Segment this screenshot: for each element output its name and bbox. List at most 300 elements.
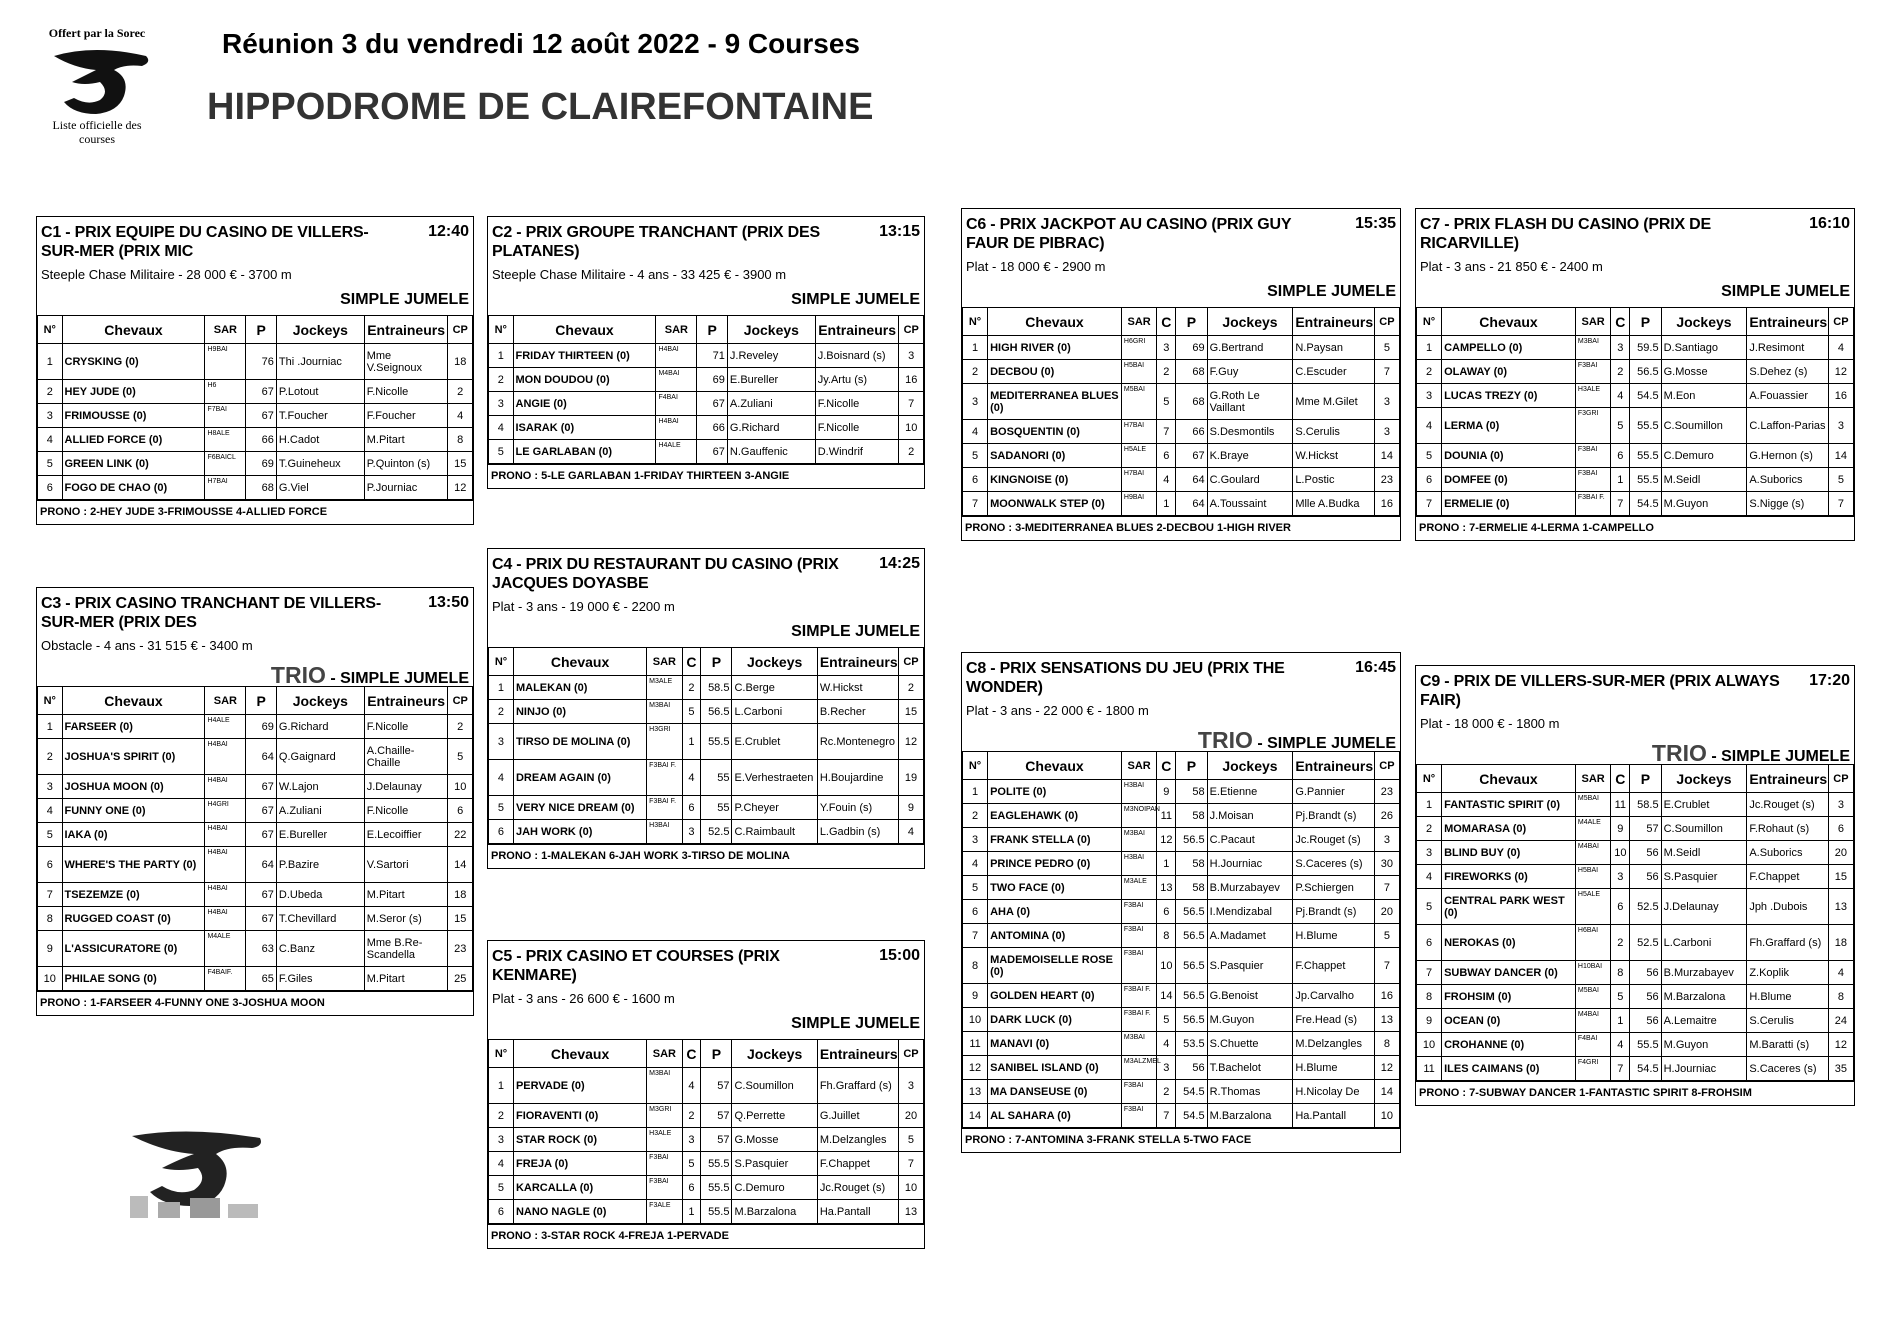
jockey-name: E.Crublet <box>1661 793 1747 817</box>
table-row <box>1417 384 1854 408</box>
stall-number: 5 <box>682 700 701 724</box>
column-header-jockey: Jockeys <box>1661 308 1747 336</box>
trainer-name: H.Blume <box>1293 1056 1375 1080</box>
weight: 64 <box>1176 468 1207 492</box>
weight: 63 <box>246 931 277 967</box>
horse-sar: H3ALE <box>1575 384 1611 408</box>
horse-logo-icon <box>128 1128 264 1230</box>
odds: 4 <box>1828 961 1853 985</box>
weight: 58 <box>1176 780 1207 804</box>
table-header-row <box>963 308 1400 336</box>
horse-sar: H9BAI <box>205 344 246 380</box>
race-header <box>1416 666 1854 710</box>
odds: 23 <box>1374 780 1399 804</box>
jockey-name: B.Murzabayev <box>1661 961 1747 985</box>
stall-number: 3 <box>1611 336 1630 360</box>
table-row <box>38 715 473 739</box>
horse-sar: F3BAI F. <box>1575 492 1611 516</box>
weight: 67 <box>246 823 277 847</box>
trainer-name: Mlle A.Budka <box>1293 492 1375 516</box>
stall-number: 1 <box>1611 468 1630 492</box>
horse-name: CRYSKING (0) <box>62 344 205 380</box>
horse-name: MA DANSEUSE (0) <box>988 1080 1122 1104</box>
table-row <box>38 883 473 907</box>
jockey-name: G.Roth Le Vaillant <box>1207 384 1293 420</box>
race-header <box>488 549 924 593</box>
horse-sar: F3BAI <box>1575 444 1611 468</box>
weight: 64 <box>246 739 277 775</box>
runner-number: 5 <box>963 444 988 468</box>
race-time: 17:20 <box>1809 672 1850 689</box>
trainer-name: S.Caceres (s) <box>1293 852 1375 876</box>
trainer-name: F.Chappet <box>1747 865 1829 889</box>
stall-number: 5 <box>682 1152 701 1176</box>
runner-number: 1 <box>489 676 514 700</box>
column-header-sar: SAR <box>205 316 246 344</box>
trainer-name: D.Windrif <box>815 440 899 464</box>
horse-name: JAH WORK (0) <box>513 820 646 844</box>
horse-name: DECBOU (0) <box>988 360 1122 384</box>
race-card-c1 <box>36 216 474 525</box>
horse-name: MALEKAN (0) <box>513 676 646 700</box>
stall-number: 6 <box>1611 889 1630 925</box>
stall-number: 3 <box>1611 865 1630 889</box>
table-row <box>38 799 473 823</box>
column-header-horse: Chevaux <box>62 316 205 344</box>
column-header-n: N° <box>963 752 988 780</box>
column-header-sar: SAR <box>1121 308 1157 336</box>
racecourse-name: HIPPODROME DE CLAIREFONTAINE <box>207 86 874 128</box>
horse-sar: H3BAI <box>1121 852 1157 876</box>
sorec-logo <box>34 26 160 146</box>
stall-number: 2 <box>682 1104 701 1128</box>
odds: 20 <box>1828 841 1853 865</box>
race-header <box>1416 209 1854 253</box>
odds: 18 <box>1828 925 1853 961</box>
column-header-p: P <box>246 316 277 344</box>
odds: 23 <box>1374 468 1399 492</box>
race-card-c5 <box>487 940 925 1249</box>
odds: 16 <box>1374 984 1399 1008</box>
trainer-name: P.Quinton (s) <box>364 452 448 476</box>
table-header-row <box>489 1040 924 1068</box>
jockey-name: D.Santiago <box>1661 336 1747 360</box>
stall-number: 3 <box>682 1128 701 1152</box>
jockey-name: J.Moisan <box>1207 804 1293 828</box>
table-row <box>38 823 473 847</box>
stall-number: 11 <box>1611 793 1630 817</box>
odds: 5 <box>448 739 473 775</box>
stall-number: 2 <box>1157 1080 1176 1104</box>
prono-forecast: PRONO : 5-LE GARLABAN 1-FRIDAY THIRTEEN 3-ANGIE <box>488 464 924 488</box>
stall-number: 3 <box>682 820 701 844</box>
race-title: C6 - PRIX JACKPOT AU CASINO (PRIX GUY FAUR DE PIBRAC) <box>966 216 1292 252</box>
trainer-name: S.Cerulis <box>1293 420 1375 444</box>
odds: 3 <box>899 344 924 368</box>
table-row <box>1417 985 1854 1009</box>
table-row <box>489 368 924 392</box>
race-title: C8 - PRIX SENSATIONS DU JEU (PRIX THE WONDER) <box>966 660 1285 696</box>
bet-types <box>37 662 473 686</box>
table-header-row <box>38 687 473 715</box>
runner-number: 7 <box>38 883 63 907</box>
trainer-name: Jy.Artu (s) <box>815 368 899 392</box>
column-header-n: N° <box>1417 765 1442 793</box>
horse-sar: H9BAI <box>1121 492 1157 516</box>
jockey-name: S.Chuette <box>1207 1032 1293 1056</box>
runner-number: 9 <box>963 984 988 1008</box>
stall-number: 8 <box>1157 924 1176 948</box>
table-header-row <box>963 752 1400 780</box>
column-header-sar: SAR <box>647 1040 682 1068</box>
runner-number: 7 <box>1417 961 1442 985</box>
horse-sar: F3BAI <box>1121 1080 1157 1104</box>
bet-types <box>1416 740 1854 764</box>
trainer-name: F.Chappet <box>1293 948 1375 984</box>
horse-sar: F3BAI <box>647 1152 682 1176</box>
jockey-name: C.Raimbault <box>732 820 817 844</box>
horse-name: JOSHUA MOON (0) <box>62 775 205 799</box>
table-row <box>1417 865 1854 889</box>
jockey-name: M.Barzalona <box>1661 985 1747 1009</box>
weight: 58 <box>1176 876 1207 900</box>
odds: 7 <box>898 1152 923 1176</box>
horse-sar: F3BAI <box>647 1176 682 1200</box>
jockey-name: S.Desmontils <box>1207 420 1293 444</box>
runner-number: 7 <box>963 492 988 516</box>
odds: 19 <box>898 760 923 796</box>
trainer-name: A.Chaille-Chaille <box>364 739 448 775</box>
weight: 76 <box>246 344 277 380</box>
odds: 20 <box>1374 900 1399 924</box>
horse-sar: F3BAI <box>1121 948 1157 984</box>
runner-number: 4 <box>38 799 63 823</box>
stall-number: 4 <box>682 1068 701 1104</box>
horse-sar: F3GRI <box>1575 408 1611 444</box>
trainer-name: Z.Koplik <box>1747 961 1829 985</box>
horse-sar: M3GRI <box>647 1104 682 1128</box>
horse-name: DARK LUCK (0) <box>988 1008 1122 1032</box>
race-header <box>37 588 473 632</box>
horse-sar: M3BAI <box>1121 1032 1157 1056</box>
horse-name: FARSEER (0) <box>62 715 205 739</box>
weight: 56.5 <box>1176 1008 1207 1032</box>
jockey-name: J.Delaunay <box>1661 889 1747 925</box>
column-header-trainer: Entraineurs <box>817 648 898 676</box>
jockey-name: Q.Gaignard <box>276 739 364 775</box>
weight: 54.5 <box>1176 1104 1207 1128</box>
trainer-name: Mme V.Seignoux <box>364 344 448 380</box>
trainer-name: S.Caceres (s) <box>1747 1057 1829 1081</box>
odds: 10 <box>1374 1104 1399 1128</box>
runner-number: 1 <box>38 344 63 380</box>
weight: 69 <box>246 452 277 476</box>
horse-sar: M3ALE <box>1121 876 1157 900</box>
column-header-trainer: Entraineurs <box>1747 765 1829 793</box>
jockey-name: D.Ubeda <box>276 883 364 907</box>
runner-number: 3 <box>489 392 514 416</box>
runner-number: 13 <box>963 1080 988 1104</box>
odds: 7 <box>1828 492 1853 516</box>
bet-types <box>488 623 924 647</box>
trainer-name: Jp.Carvalho <box>1293 984 1375 1008</box>
column-header-n: N° <box>489 316 514 344</box>
horse-sar: H4BAI <box>205 847 246 883</box>
table-row <box>963 828 1400 852</box>
odds: 14 <box>448 847 473 883</box>
jockey-name: J.Reveley <box>727 344 815 368</box>
horse-sar: M3BAI <box>647 1068 682 1104</box>
horse-sar: F3BAI F. <box>647 760 682 796</box>
stall-number: 1 <box>1157 852 1176 876</box>
race-title: C5 - PRIX CASINO ET COURSES (PRIX KENMARE) <box>492 948 780 984</box>
race-time: 12:40 <box>428 223 469 240</box>
runner-number: 2 <box>963 804 988 828</box>
horse-sar: M4BAI <box>656 368 697 392</box>
table-row <box>489 760 924 796</box>
horse-sar: F4BAIF. <box>205 967 246 991</box>
jockey-name: E.Bureller <box>727 368 815 392</box>
weight: 55.5 <box>701 1176 732 1200</box>
stall-number: 4 <box>682 760 701 796</box>
odds: 7 <box>1374 948 1399 984</box>
runner-number: 7 <box>963 924 988 948</box>
trainer-name: Fh.Graffard (s) <box>817 1068 898 1104</box>
race-time: 15:35 <box>1355 215 1396 232</box>
table-row <box>489 1200 924 1224</box>
runner-number: 4 <box>1417 408 1442 444</box>
table-row <box>963 336 1400 360</box>
odds: 2 <box>448 715 473 739</box>
trainer-name: V.Sartori <box>364 847 448 883</box>
weight: 56.5 <box>701 700 732 724</box>
horse-name: ALLIED FORCE (0) <box>62 428 205 452</box>
column-header-c: C <box>1611 308 1630 336</box>
jockey-name: Thi .Journiac <box>276 344 364 380</box>
column-header-horse: Chevaux <box>1442 308 1576 336</box>
horse-name: TWO FACE (0) <box>988 876 1122 900</box>
stall-number: 6 <box>682 796 701 820</box>
runner-number: 1 <box>1417 336 1442 360</box>
trainer-name: F.Nicolle <box>815 416 899 440</box>
jockey-name: H.Journiac <box>1661 1057 1747 1081</box>
jockey-name: C.Soumillon <box>1661 408 1747 444</box>
column-header-horse: Chevaux <box>513 1040 646 1068</box>
weight: 58.5 <box>1630 793 1661 817</box>
jockey-name: I.Mendizabal <box>1207 900 1293 924</box>
horse-name: BOSQUENTIN (0) <box>988 420 1122 444</box>
race-title: C1 - PRIX EQUIPE DU CASINO DE VILLERS-SUR-MER (PRIX MIC <box>41 224 369 260</box>
column-header-cp: CP <box>448 687 473 715</box>
odds: 22 <box>448 823 473 847</box>
horse-name: NANO NAGLE (0) <box>513 1200 646 1224</box>
horse-sar: M4ALE <box>205 931 246 967</box>
race-time: 13:50 <box>428 594 469 611</box>
trainer-name: M.Pitart <box>364 883 448 907</box>
runner-number: 6 <box>1417 468 1442 492</box>
jockey-name: M.Guyon <box>1661 492 1747 516</box>
table-row <box>963 1008 1400 1032</box>
runner-number: 5 <box>38 452 63 476</box>
bet-simple-jumele: - SIMPLE JUMELE <box>1706 748 1850 765</box>
table-row <box>38 428 473 452</box>
weight: 56.5 <box>1176 948 1207 984</box>
horse-sar: H6BAI <box>1575 925 1611 961</box>
trainer-name: Fre.Head (s) <box>1293 1008 1375 1032</box>
column-header-jockey: Jockeys <box>276 687 364 715</box>
runner-number: 6 <box>38 847 63 883</box>
horse-name: AHA (0) <box>988 900 1122 924</box>
jockey-name: P.Cheyer <box>732 796 817 820</box>
weight: 58 <box>1176 804 1207 828</box>
race-title: C7 - PRIX FLASH DU CASINO (PRIX DE RICARVILLE) <box>1420 216 1712 252</box>
runner-number: 4 <box>489 1152 514 1176</box>
horse-name: OCEAN (0) <box>1442 1009 1576 1033</box>
table-header-row <box>489 648 924 676</box>
weight: 55.5 <box>1630 468 1661 492</box>
logo-official-list: Liste officielle des courses <box>52 118 142 146</box>
odds: 16 <box>1374 492 1399 516</box>
table-row <box>963 984 1400 1008</box>
table-row <box>489 440 924 464</box>
trainer-name: G.Hernon (s) <box>1747 444 1829 468</box>
weight: 56.5 <box>1630 360 1661 384</box>
stall-number: 2 <box>1157 360 1176 384</box>
odds: 2 <box>448 380 473 404</box>
runner-number: 10 <box>963 1008 988 1032</box>
horse-name: SADANORI (0) <box>988 444 1122 468</box>
column-header-sar: SAR <box>1575 765 1611 793</box>
column-header-cp: CP <box>1828 765 1853 793</box>
runner-number: 8 <box>38 907 63 931</box>
jockey-name: G.Mosse <box>1661 360 1747 384</box>
odds: 15 <box>1828 865 1853 889</box>
runner-number: 1 <box>963 780 988 804</box>
horse-name: VERY NICE DREAM (0) <box>513 796 646 820</box>
table-row <box>963 1032 1400 1056</box>
horse-name: DOMFEE (0) <box>1442 468 1576 492</box>
table-row <box>963 804 1400 828</box>
runners-table <box>962 307 1400 516</box>
horse-name: GOLDEN HEART (0) <box>988 984 1122 1008</box>
horse-sar: H5BAI <box>1121 360 1157 384</box>
runner-number: 2 <box>489 1104 514 1128</box>
stall-number: 7 <box>1611 1057 1630 1081</box>
runner-number: 3 <box>38 404 63 428</box>
weight: 56 <box>1630 985 1661 1009</box>
horse-sar: M4BAI <box>1575 841 1611 865</box>
trainer-name: H.Blume <box>1747 985 1829 1009</box>
table-row <box>1417 468 1854 492</box>
table-row <box>489 1152 924 1176</box>
horse-sar: H5ALE <box>1121 444 1157 468</box>
table-row <box>489 1104 924 1128</box>
runner-number: 6 <box>38 476 63 500</box>
stall-number: 4 <box>1611 384 1630 408</box>
horse-sar: H7BAI <box>205 476 246 500</box>
trainer-name: H.Boujardine <box>817 760 898 796</box>
weight: 64 <box>246 847 277 883</box>
stall-number: 4 <box>1157 1032 1176 1056</box>
weight: 55 <box>701 760 732 796</box>
race-conditions: Plat - 3 ans - 22 000 € - 1800 m <box>966 703 1149 718</box>
race-header <box>488 217 924 261</box>
horse-name: FRIMOUSSE (0) <box>62 404 205 428</box>
table-row <box>963 900 1400 924</box>
horse-sar: H6GRI <box>1121 336 1157 360</box>
trainer-name: Pj.Brandt (s) <box>1293 804 1375 828</box>
horse-sar: F3BAI <box>1575 468 1611 492</box>
table-row <box>1417 1057 1854 1081</box>
horse-sar: H4BAI <box>656 416 697 440</box>
table-row <box>38 452 473 476</box>
bet-simple-jumele: SIMPLE JUMELE <box>791 1015 920 1032</box>
race-conditions: Plat - 3 ans - 19 000 € - 2200 m <box>492 599 675 614</box>
table-row <box>1417 925 1854 961</box>
logo-offered-by: Offert par la Sorec <box>48 26 146 40</box>
horse-sar: F3BAI F. <box>1121 984 1157 1008</box>
horse-name: NINJO (0) <box>513 700 646 724</box>
weight: 52.5 <box>1630 925 1661 961</box>
bet-simple-jumele: SIMPLE JUMELE <box>791 291 920 308</box>
horse-sar: H4BAI <box>205 739 246 775</box>
runner-number: 11 <box>963 1032 988 1056</box>
table-row <box>489 416 924 440</box>
runner-number: 4 <box>963 420 988 444</box>
horse-name: DOUNIA (0) <box>1442 444 1576 468</box>
meeting-title: Réunion 3 du vendredi 12 août 2022 - 9 Courses <box>222 28 860 59</box>
trainer-name: E.Lecoiffier <box>364 823 448 847</box>
horse-name: FRANK STELLA (0) <box>988 828 1122 852</box>
jockey-name: R.Thomas <box>1207 1080 1293 1104</box>
column-header-horse: Chevaux <box>513 316 656 344</box>
table-header-row <box>38 316 473 344</box>
weight: 56.5 <box>1176 984 1207 1008</box>
stall-number: 5 <box>1157 384 1176 420</box>
odds: 4 <box>898 820 923 844</box>
odds: 12 <box>1374 1056 1399 1080</box>
prono-forecast: PRONO : 2-HEY JUDE 3-FRIMOUSSE 4-ALLIED FORCE <box>37 500 473 524</box>
jockey-name: C.Banz <box>276 931 364 967</box>
weight: 58 <box>1176 852 1207 876</box>
runner-number: 4 <box>963 852 988 876</box>
weight: 57 <box>1630 817 1661 841</box>
runners-table <box>488 1039 924 1224</box>
race-time: 16:45 <box>1355 659 1396 676</box>
table-row <box>489 344 924 368</box>
runner-number: 5 <box>489 440 514 464</box>
column-header-trainer: Entraineurs <box>1293 308 1375 336</box>
jockey-name: T.Chevillard <box>276 907 364 931</box>
odds: 7 <box>899 392 924 416</box>
column-header-p: P <box>1176 752 1207 780</box>
trainer-name: F.Rohaut (s) <box>1747 817 1829 841</box>
column-header-cp: CP <box>1374 308 1399 336</box>
table-row <box>1417 817 1854 841</box>
horse-name: KINGNOISE (0) <box>988 468 1122 492</box>
stall-number: 3 <box>1157 336 1176 360</box>
horse-name: BLIND BUY (0) <box>1442 841 1576 865</box>
stall-number: 1 <box>1611 1009 1630 1033</box>
trainer-name: Mme M.Gilet <box>1293 384 1375 420</box>
column-header-horse: Chevaux <box>988 308 1122 336</box>
column-header-trainer: Entraineurs <box>364 687 448 715</box>
stall-number: 2 <box>1611 925 1630 961</box>
weight: 68 <box>1176 384 1207 420</box>
prono-forecast: PRONO : 7-ANTOMINA 3-FRANK STELLA 5-TWO FACE <box>962 1128 1400 1152</box>
column-header-jockey: Jockeys <box>1207 752 1293 780</box>
weight: 66 <box>1176 420 1207 444</box>
